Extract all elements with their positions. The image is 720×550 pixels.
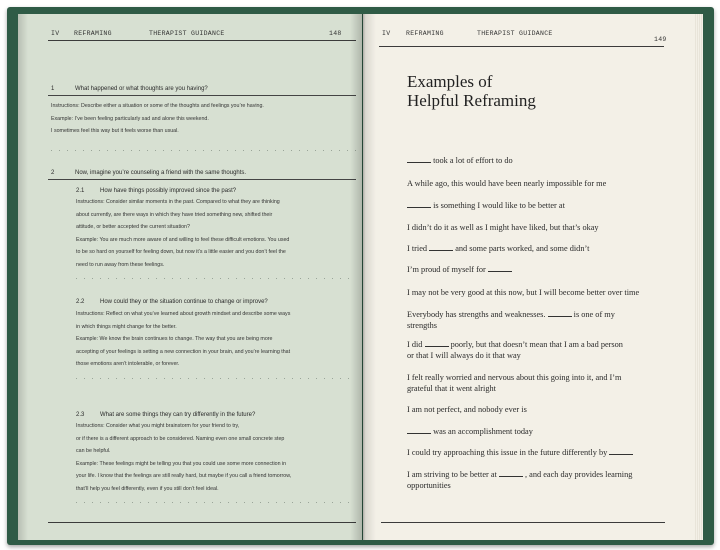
q2-3-title: What are some things they can try differently in the future? — [100, 412, 256, 418]
q1-line: Instructions: Describe either a situation or some of the thoughts and feelings you’re having. — [51, 103, 264, 109]
q2-3-line: that’ll help you feel differently, even if you still don’t feel ideal. — [76, 485, 219, 492]
item-text: opportunities — [407, 481, 451, 490]
q2-2-body — [76, 308, 290, 371]
item-text: I am striving to be better at — [407, 470, 499, 479]
item-text: A while ago, this would have been nearly impossible for me — [407, 179, 607, 188]
q1-line: Example: I’ve been feeling particularly sad and alone this weekend. — [51, 115, 209, 122]
reframe-item — [407, 372, 622, 394]
reframe-item — [407, 222, 599, 233]
q2-3-body — [76, 420, 291, 496]
item-text: I’m proud of myself for — [407, 265, 488, 274]
q2-title: Now, imagine you’re counseling a friend with the same thoughts. — [75, 170, 247, 176]
left-page-number: 148 — [329, 30, 342, 37]
q2-3-line: or if there is a different approach to be considered. Naming even one small concrete step — [76, 435, 285, 442]
item-text: strengths — [407, 321, 437, 330]
item-text: I did — [407, 340, 425, 349]
q2-1-title: How have things possibly improved since the past? — [100, 188, 237, 194]
q2-1-line: need to run away from these feelings. — [76, 261, 165, 268]
q1-number: 1 — [51, 86, 55, 92]
q2-2-line: Instructions: Reflect on what you’ve learned about growth mindset and describe some ways — [76, 311, 291, 317]
q2-2-line: those emotions aren’t intolerable, or forever. — [76, 361, 180, 368]
item-text: poorly, but that doesn’t mean that I am a bad person — [448, 340, 623, 349]
q2-number: 2 — [51, 170, 55, 176]
fill-blank — [429, 244, 453, 251]
reframe-item — [407, 287, 639, 298]
q2-3-line: Example: These feelings might be telling you that you could use some more connection in — [76, 460, 287, 467]
left-section: REFRAMING — [74, 30, 112, 37]
q2-1-line: Example: You are much more aware of and willing to feel these difficult emotions. You used — [76, 236, 290, 243]
title-line-1: Examples of — [407, 72, 493, 91]
left-page — [18, 14, 362, 540]
fill-blank — [407, 427, 431, 434]
item-text: I am not perfect, and nobody ever is — [407, 405, 527, 414]
right-page — [363, 14, 703, 540]
reframe-item — [407, 264, 512, 275]
left-footer-rule — [48, 522, 356, 523]
right-header-rule — [379, 46, 664, 47]
right-chapter: IV — [382, 30, 391, 37]
item-text: grateful that it went alright — [407, 384, 496, 393]
item-text: I felt really worried and nervous about this going into it, and I’m — [407, 373, 622, 382]
writing-line — [76, 378, 356, 379]
right-page-number: 149 — [654, 36, 667, 43]
right-section: REFRAMING — [406, 30, 444, 37]
q2-2-number: 2.2 — [76, 299, 85, 305]
reframe-item — [407, 243, 589, 254]
item-text: and some parts worked, and some didn’t — [453, 244, 590, 253]
reframe-item — [407, 339, 623, 361]
q1-line: I sometimes feel this way but it feels worse than usual. — [51, 128, 179, 135]
right-subsection: THERAPIST GUIDANCE — [477, 30, 553, 37]
writing-line — [76, 502, 356, 503]
fill-blank — [548, 310, 572, 317]
q2-1-line: to be so hard on yourself for feeling down, but now it’s a little easier and you don’t feel the — [76, 249, 286, 256]
item-text: is something I would like to be better at — [431, 201, 565, 210]
q2-2-line: Example: We know the brain continues to change. The way that you are being more — [76, 336, 273, 343]
page-title — [407, 72, 536, 110]
item-text: I didn’t do it as well as I might have liked, but that’s okay — [407, 223, 599, 232]
q2-1-line: attitude, or better accepted the current situation? — [76, 224, 190, 231]
q2-3-line: Instructions: Consider what you might brainstorm for your friend to try, — [76, 423, 240, 429]
left-header-rule — [48, 40, 356, 41]
q2-1-number: 2.1 — [76, 188, 85, 194]
left-chapter: IV — [51, 30, 60, 37]
right-footer-rule — [381, 522, 665, 523]
reframe-item — [407, 200, 565, 211]
q2-1-line: Instructions: Consider similar moments in the past. Compared to what they are thinking — [76, 199, 280, 205]
q1-body — [51, 100, 264, 138]
reframe-item — [407, 447, 633, 458]
writing-line — [76, 278, 356, 279]
reframe-item — [407, 469, 632, 491]
q2-2-line: in which things might change for the better. — [76, 323, 177, 330]
q2-3-line: your life. I know that the feelings are still really hard, but maybe if you call a friend tomorrow, — [76, 473, 292, 480]
reframe-item — [407, 309, 615, 331]
q1-title: What happened or what thoughts are you having? — [75, 86, 208, 92]
q2-1-line: about currently, are there ways in which they have tried something new, shifted their — [76, 211, 273, 218]
item-text: is one of my — [571, 310, 615, 319]
fill-blank — [609, 448, 633, 455]
item-text: I tried — [407, 244, 430, 253]
title-line-2: Helpful Reframing — [407, 91, 536, 110]
item-text: or that I will always do it that way — [407, 351, 521, 360]
q2-rule — [48, 179, 356, 180]
reframe-item — [407, 426, 533, 437]
item-text: , and each day provides learning — [522, 470, 633, 479]
q2-3-number: 2.3 — [76, 412, 85, 418]
item-text: I may not be very good at this now, but I will become better over time — [407, 288, 640, 297]
item-text: was an accomplishment today — [431, 427, 533, 436]
q2-2-line: accepting of your feelings is setting a new connection in your brain, and you’re learning that — [76, 348, 291, 355]
item-text: Everybody has strengths and weaknesses. — [407, 310, 548, 319]
q2-1-body — [76, 196, 289, 272]
item-text: I could try approaching this issue in the future differently by — [407, 448, 610, 457]
q2-2-title: How could they or the situation continue to change or improve? — [100, 299, 268, 305]
fill-blank — [407, 201, 431, 208]
q1-rule — [48, 95, 356, 96]
fill-blank — [488, 265, 512, 272]
left-subsection: THERAPIST GUIDANCE — [149, 30, 225, 37]
reframe-item — [407, 155, 513, 166]
fill-blank — [425, 340, 449, 347]
fill-blank — [407, 156, 431, 163]
item-text: took a lot of effort to do — [431, 156, 513, 165]
writing-line — [51, 150, 356, 151]
reframe-item — [407, 404, 527, 415]
reframe-item — [407, 178, 606, 189]
fill-blank — [499, 470, 523, 477]
q2-3-line: can be helpful. — [76, 448, 111, 455]
